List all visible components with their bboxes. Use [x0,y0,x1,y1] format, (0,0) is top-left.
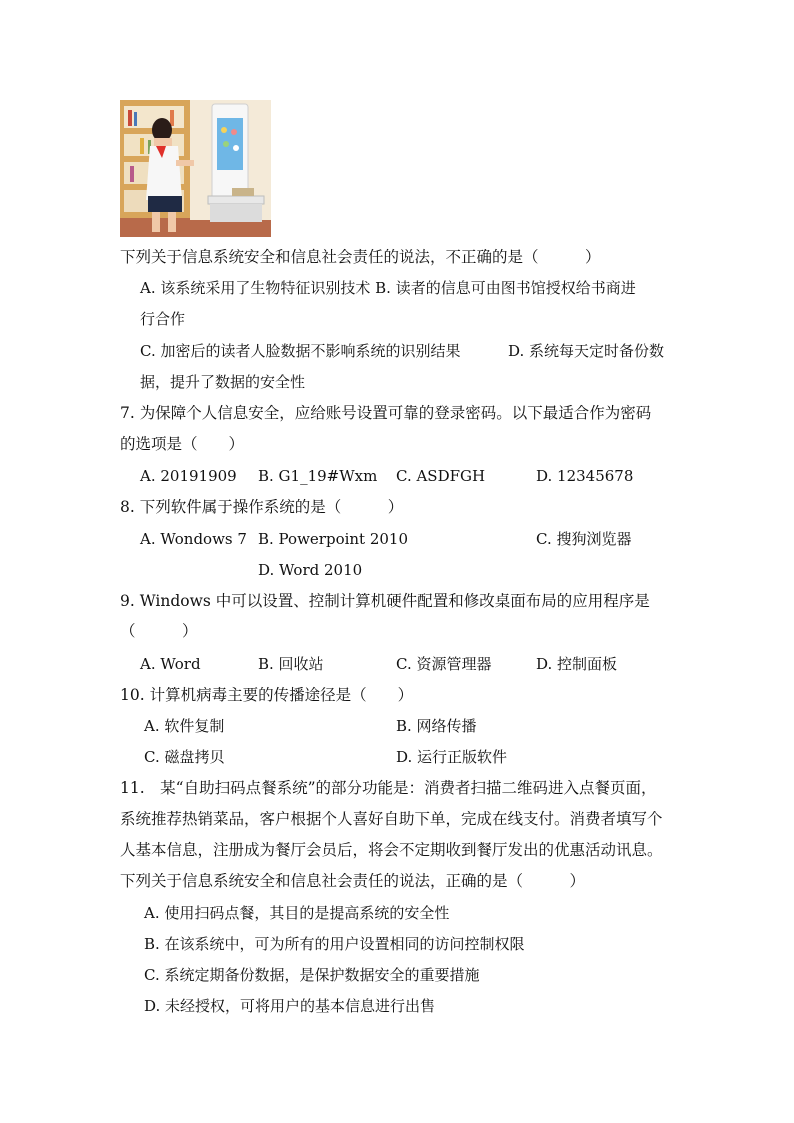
q7-option-c: C. ASDFGH [396,467,486,485]
q11-option-d: D. 未经授权，可将用户的基本信息进行出售 [144,997,436,1015]
q8-option-a: A. Wondows 7 [140,530,247,548]
q7-option-b: B. G1_19#Wxm [258,467,378,485]
library-kiosk-photo [120,100,271,237]
q6-option-c: C. 加密后的读者人脸数据不影响系统的识别结果 [140,342,461,360]
q7-option-a: A. 20191909 [140,467,237,485]
q10-stem: 10. 计算机病毒主要的传播途径是（ ） [120,686,414,704]
q9-stem-line2: （ ） [120,622,198,640]
q6-option-d-cont: 据，提升了数据的安全性 [140,373,306,391]
q9-stem-line1: 9. Windows 中可以设置、控制计算机硬件配置和修改桌面布局的应用程序是 [120,592,650,610]
q10-option-a: A. 软件复制 [144,717,225,735]
q6-option-d: D. 系统每天定时备份数 [508,342,665,360]
q10-option-d: D. 运行正版软件 [396,748,508,766]
q10-option-b: B. 网络传播 [396,717,477,735]
q9-option-a: A. Word [140,655,201,673]
q8-option-b: B. Powerpoint 2010 [258,530,409,548]
q11-option-b: B. 在该系统中，可为所有的用户设置相同的访问控制权限 [144,935,525,953]
q11-stem-line1: 11. 某“自助扫码点餐系统”的部分功能是：消费者扫描二维码进入点餐页面， [120,779,657,797]
q6-stem: 下列关于信息系统安全和信息社会责任的说法，不正确的是（ ） [120,248,601,266]
q6-option-b-cont: 行合作 [140,310,186,328]
q7-stem-line1: 7. 为保障个人信息安全，应给账号设置可靠的登录密码。以下最适合作为密码 [120,404,652,422]
q8-option-d: D. Word 2010 [258,561,363,579]
q11-stem-line2: 系统推荐热销菜品，客户根据个人喜好自助下单，完成在线支付。消费者填写个 [120,810,663,828]
q9-option-b: B. 回收站 [258,655,324,673]
q7-stem-line2: 的选项是（ ） [120,435,245,453]
q10-option-c: C. 磁盘拷贝 [144,748,225,766]
q11-stem-line3: 人基本信息，注册成为餐厅会员后，将会不定期收到餐厅发出的优惠活动讯息。 [120,841,663,859]
q7-option-d: D. 12345678 [536,467,634,485]
q11-option-a: A. 使用扫码点餐，其目的是提高系统的安全性 [144,904,450,922]
q9-option-d: D. 控制面板 [536,655,618,673]
library-kiosk-illustration [120,100,271,237]
q11-stem-line4: 下列关于信息系统安全和信息社会责任的说法，正确的是（ ） [120,872,586,890]
q8-stem: 8. 下列软件属于操作系统的是（ ） [120,498,404,516]
q9-option-c: C. 资源管理器 [396,655,492,673]
q6-option-ab: A. 该系统采用了生物特征识别技术 B. 读者的信息可由图书馆授权给书商进 [140,279,636,297]
q11-option-c: C. 系统定期备份数据，是保护数据安全的重要措施 [144,966,480,984]
q8-option-c: C. 搜狗浏览器 [536,530,632,548]
